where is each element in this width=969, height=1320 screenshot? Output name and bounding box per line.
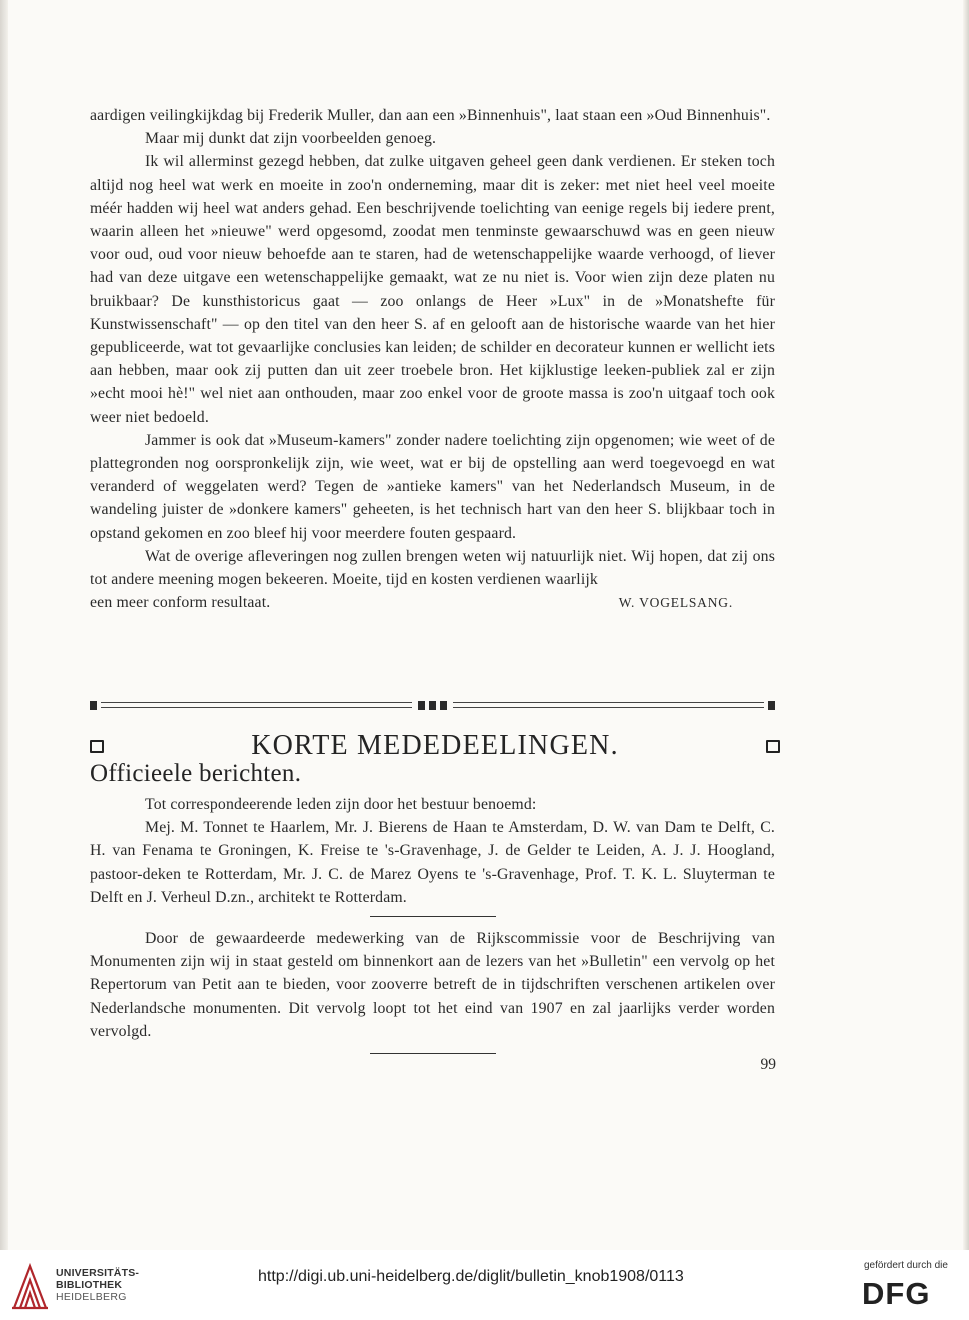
ornament-square (768, 701, 775, 710)
library-name-line: BIBLIOTHEK (56, 1279, 123, 1291)
hollow-square-ornament (766, 740, 780, 753)
library-name[interactable] (56, 1267, 139, 1303)
ornament-rule (101, 702, 412, 708)
section-heading: KORTE MEDEDEELINGEN. (251, 730, 619, 761)
ornament-rule (453, 702, 764, 708)
paragraph: Jammer is ook dat »Museum-kamers" zonder nadere toelichting zijn opgenomen; wie weet of de plattegronden nog oorspronkelijk zijn, wie weet, wat er bij de opstelling aan werd toegevoegd en wat veranderd of weggelaten werd? Tegen de »antieke kamers" van het Nederlandsch Museum, in de wandeling juister de »donkere kamers" geheeten, is het technisch hart van den heer S. blijkbaar toch in opstand gekomen en zoo bleef hij voor meerdere fouten gespaard. (90, 431, 775, 542)
paragraph: Mej. M. Tonnet te Haarlem, Mr. J. Bierens de Haan te Amsterdam, D. W. van Dam te Delft, C. H. van Fenama te Groningen, K. Freise te 's-Gravenhage, J. de Gelder te Leiden, A. J. J. Hoogland, pastoor-deken te Rotterdam, Mr. J. C. de Marez Oyens te 's-Gravenhage, Prof. T. K. L. Sluyterman te Delft en J. Verheul D.zn., architekt te Rotterdam. (90, 819, 775, 906)
hollow-square-ornament (90, 740, 104, 753)
section-heading-row (90, 728, 780, 764)
paragraph: Door de gewaardeerde medewerking van de Rijkscommissie voor de Beschrijving van Monumenten zijn wij in staat gesteld om binnenkort aan de lezers van het »Bulletin" een vervolg op het Repertorum van Petit aan te bieden, voor zooverre betreft de in tijdschriften verschenen artikelen over Nederlandsche monumenten. Dit vervolg loopt tot het eind van 1907 en zal jaarlijks verder worden vervolgd. (90, 930, 775, 1040)
closing-line (90, 591, 775, 614)
paragraph: Ik wil allerminst gezegd hebben, dat zulke uitgaven geheel geen dank verdienen. Er steken toch altijd nog heel wat werk en moeite in zoo'n onderneming, maar dit is zeker: met niet heel veel moeite méér hadden wij heel wat anders gehad. Een beschrijvende toelichting van eenige regels bij iedere prent, waarin alleen het »nieuwe" werd opgesomd, zoodat men tenminste gewaarschuwd was en geen nieuw voor oud, oud voor nieuw behoefde aan te staren, had de wetenschappelijke waarde verhoogd, of liever had van deze uitgave een wetenschappelijke gemaakt, wat ze nu niet is. Voor wien zijn deze platen nu bruikbaar? De kunsthistoricus gaat — zoo onlangs de Heer »Lux" in de »Monatshefte für Kunstwissenschaft" — op den titel van den heer S. af en gelooft aan de historische waarde van het hier gepubliceerde, wat tot gevaarlijke conclusies kan leiden; de schilder en decorateur kunnen er wellicht iets aan hebben, maar ook zij putten dan uit zeer troebele bron. Het kijklustige leeken-publiek zal er zijn »echt mooi hè!" wel niet aan onthouden, maar zoo enkel voor de groote massa is zoo'n uitgaaf toch ook weer niet bedoeld. (90, 153, 775, 426)
dfg-logo[interactable]: DFG (862, 1276, 931, 1311)
section-divider-ornament (90, 698, 775, 712)
ornament-square (440, 701, 447, 710)
funding-note: gefördert durch die (864, 1260, 948, 1271)
library-name-line: HEIDELBERG (56, 1291, 127, 1303)
ornament-square (90, 701, 97, 710)
short-divider (370, 916, 496, 917)
page-number: 99 (760, 1056, 776, 1073)
article-body (90, 104, 775, 614)
page-edge-right (963, 0, 969, 1250)
source-url-link[interactable]: http://digi.ub.uni-heidelberg.de/diglit/bulletin_knob1908/0113 (258, 1268, 684, 1285)
section-subheading: Officieele berichten. (90, 760, 302, 787)
paragraph: Wat de overige afleveringen nog zullen brengen weten wij natuurlijk niet. Wij hopen, dat zij ons tot andere meening mogen bekeeren. Moeite, tijd en kosten verdienen waarlijk (90, 547, 775, 589)
page-edge-left (0, 0, 8, 1250)
library-name-line: UNIVERSITÄTS- (56, 1267, 140, 1279)
footer-bar (0, 1250, 969, 1320)
short-divider (370, 1053, 496, 1054)
paragraph: Maar mij dunkt dat zijn voorbeelden genoeg. (145, 130, 437, 148)
section-body (90, 793, 775, 1064)
ornament-center (418, 701, 447, 710)
closing-text: een meer conform resultaat. (90, 594, 271, 612)
author-signature: W. VOGELSANG. (618, 595, 733, 611)
ornament-square (429, 701, 436, 710)
paragraph: aardigen veilingkijkdag bij Frederik Muller, dan aan een »Binnenhuis", laat staan een »Oud Binnenhuis". (90, 107, 771, 124)
ub-heidelberg-logo-icon[interactable] (10, 1260, 50, 1312)
paragraph: Tot correspondeerende leden zijn door het bestuur benoemd: (145, 796, 537, 813)
ornament-square (418, 701, 425, 710)
